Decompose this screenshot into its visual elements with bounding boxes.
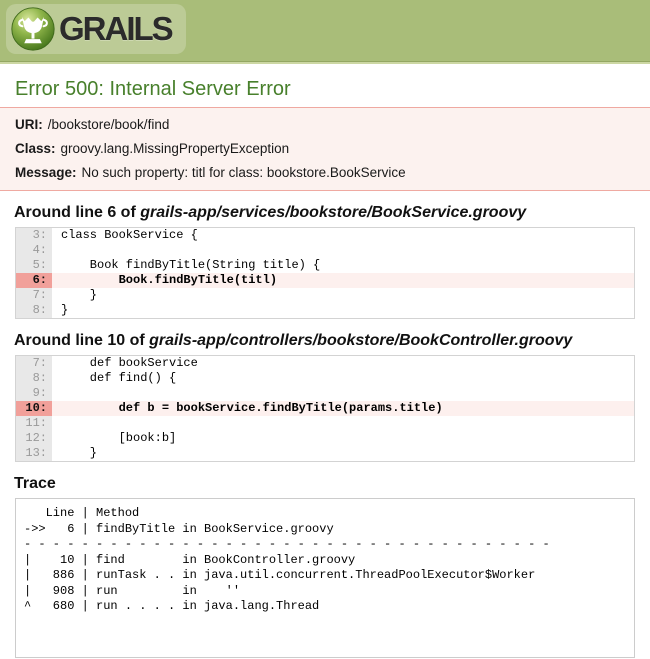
code-line-highlighted	[16, 401, 634, 416]
code-text	[52, 243, 634, 258]
code-line-highlighted	[16, 273, 634, 288]
line-number: 7:	[16, 288, 52, 303]
line-number: 13:	[16, 446, 52, 461]
line-number: 4:	[16, 243, 52, 258]
code-text: class BookService {	[61, 228, 198, 242]
line-number: 3:	[16, 228, 52, 243]
line-number: 11:	[16, 416, 52, 431]
error-uri-row	[15, 113, 635, 137]
error-message-value: No such property: titl for class: bookstore.BookService	[81, 165, 406, 180]
code-text: def find() {	[61, 371, 177, 385]
trace-line: ^ 680 | run . . . . in java.lang.Thread	[24, 599, 320, 613]
trace-line: | 886 | runTask . . in java.util.concurrent.ThreadPoolExecutor$Worker	[24, 568, 536, 582]
trace-divider-line: - - - - - - - - - - - - - - - - - - - - - - - - - - - - - - - - - - - - -	[24, 537, 550, 551]
error-message-row	[15, 161, 635, 185]
trace-heading: Trace	[14, 475, 56, 492]
code-text: def bookService	[61, 356, 198, 370]
error-details-panel	[0, 107, 650, 191]
code-snippet-bookcontroller	[15, 355, 635, 462]
code-text: }	[61, 303, 69, 317]
code-line	[16, 243, 634, 258]
error-class-label: Class:	[15, 141, 56, 156]
logo-text: GRAILS	[59, 10, 172, 47]
trace-header-line: Line | Method	[24, 506, 140, 520]
trace-line: ->> 6 | findByTitle in BookService.groovy	[24, 521, 334, 536]
code-text: def b = bookService.findByTitle(params.title)	[52, 401, 634, 416]
snippet2-heading-prefix: Around line 10 of	[14, 332, 150, 349]
snippet2-file-path: grails-app/controllers/bookstore/BookController.groovy	[149, 332, 573, 349]
code-line	[16, 288, 634, 303]
code-text: }	[61, 288, 98, 302]
line-number: 9:	[16, 386, 52, 401]
snippet1-file-path: grails-app/services/bookstore/BookService.groovy	[140, 204, 527, 221]
trace-line: | 10 | find in BookController.groovy	[24, 552, 356, 567]
code-line	[16, 386, 634, 401]
code-text: [book:b]	[61, 431, 177, 445]
snippet2-heading	[14, 332, 635, 350]
error-class-row	[15, 137, 635, 161]
error-message-label: Message:	[15, 165, 77, 180]
line-number: 12:	[16, 431, 52, 446]
code-snippet-bookservice	[15, 227, 635, 319]
line-number: 7:	[16, 356, 52, 371]
code-text	[52, 386, 634, 401]
line-number: 8:	[16, 371, 52, 386]
snippet1-heading	[14, 204, 635, 222]
line-number: 10:	[16, 401, 52, 416]
snippet1-heading-prefix: Around line 6 of	[14, 204, 141, 221]
page-title: Error 500: Internal Server Error	[15, 78, 291, 100]
trace-line: | 908 | run in ''	[24, 583, 241, 598]
code-text: Book.findByTitle(titl)	[52, 273, 634, 288]
code-text: Book findByTitle(String title) {	[61, 258, 321, 272]
stack-trace	[15, 498, 635, 658]
code-line	[16, 303, 634, 318]
line-number: 5:	[16, 258, 52, 273]
line-number: 6:	[16, 273, 52, 288]
code-text	[52, 416, 634, 431]
code-line	[16, 431, 634, 446]
code-line	[16, 371, 634, 386]
grails-logo[interactable]	[6, 4, 186, 54]
code-line	[16, 258, 634, 273]
header-accent-line	[0, 62, 650, 64]
app-header	[0, 0, 650, 62]
line-number: 8:	[16, 303, 52, 318]
code-text: }	[61, 446, 98, 460]
grails-chalice-icon	[10, 6, 56, 52]
code-line	[16, 416, 634, 431]
error-uri-label: URI:	[15, 117, 43, 132]
error-uri-value: /bookstore/book/find	[47, 117, 170, 132]
code-line	[16, 228, 634, 243]
code-line	[16, 356, 634, 371]
error-class-value: groovy.lang.MissingPropertyException	[60, 141, 290, 156]
code-line	[16, 446, 634, 461]
